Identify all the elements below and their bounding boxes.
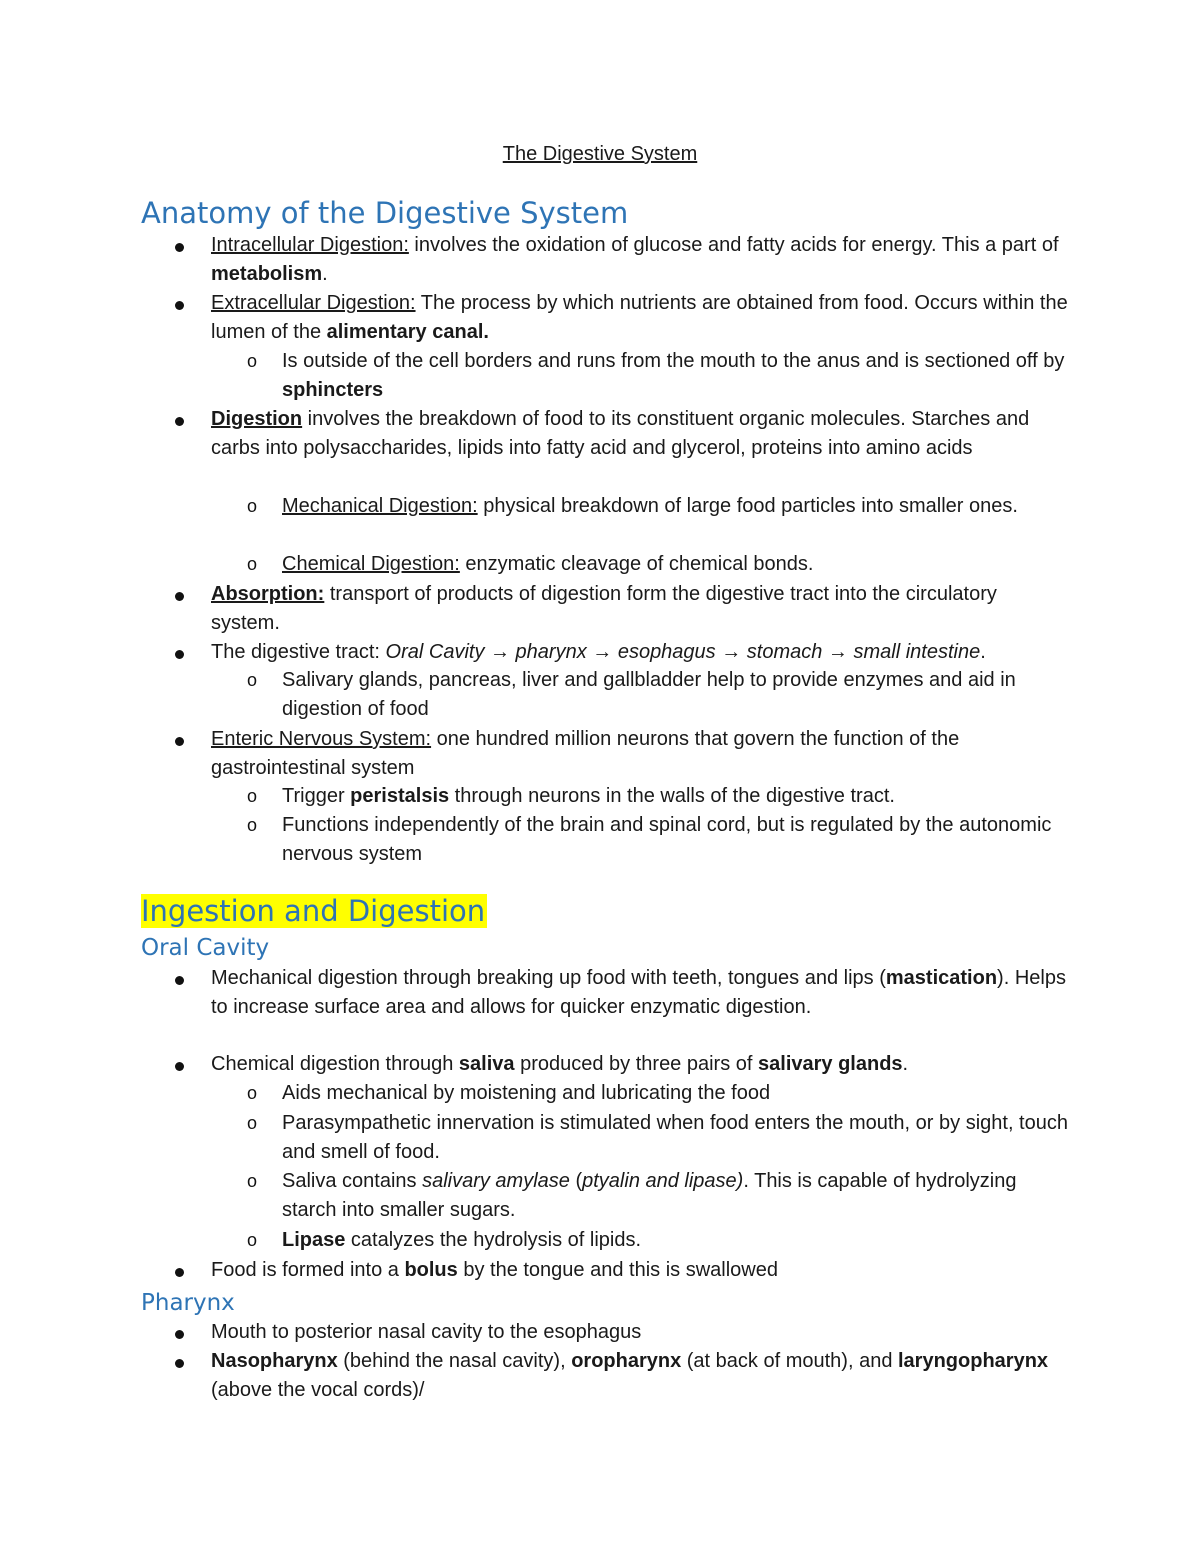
heading-pharynx: Pharynx <box>141 1290 235 1316</box>
circle-bullet: o <box>247 1230 258 1250</box>
sub-item-peristalsis: Trigger peristalsis through neurons in the walls of the digestive tract. <box>282 785 895 807</box>
sub-item-mechanical: Mechanical Digestion: physical breakdown of large food particles into smaller ones. <box>282 495 1018 517</box>
sub-item-lipase: Lipase catalyzes the hydrolysis of lipids. <box>282 1229 642 1251</box>
bullet <box>175 1330 184 1339</box>
circle-bullet: o <box>247 1113 258 1133</box>
sub-item-extracellular: Is outside of the cell borders and runs from the mouth to the anus and is sectioned off by sphincters <box>282 350 1065 401</box>
sub-item-amylase: Saliva contains salivary amylase (ptyalin and lipase). This is capable of hydrolyzing starch into smaller sugars. <box>282 1170 1017 1221</box>
list-item-intracellular: Intracellular Digestion: involves the oxidation of glucose and fatty acids for energy. This a part of metabolism. <box>211 234 1059 285</box>
bullet <box>175 243 184 252</box>
sub-item-moistening: Aids mechanical by moistening and lubricating the food <box>282 1082 771 1104</box>
list-item-enteric: Enteric Nervous System: one hundred million neurons that govern the function of the gastrointestinal system <box>211 728 960 779</box>
bullet <box>175 301 184 310</box>
term: Enteric Nervous System: <box>211 728 432 750</box>
list-item-mechanical-oral: Mechanical digestion through breaking up food with teeth, tongues and lips (mastication). Helps to increase surface area and allows for quicker enzymatic digestion. <box>211 967 1066 1018</box>
heading-anatomy: Anatomy of the Digestive System <box>141 196 629 230</box>
term: Intracellular Digestion: <box>211 234 409 256</box>
circle-bullet: o <box>247 1083 258 1103</box>
bullet <box>175 1359 184 1368</box>
bullet <box>175 737 184 746</box>
term: Extracellular Digestion: <box>211 292 416 314</box>
term: Mechanical Digestion: <box>282 495 478 517</box>
bullet <box>175 1268 184 1277</box>
heading-ingestion: Ingestion and Digestion <box>141 894 486 928</box>
term: Digestion <box>211 408 303 430</box>
heading-oral-cavity: Oral Cavity <box>141 935 270 961</box>
list-item-pharynx-parts: Nasopharynx (behind the nasal cavity), oropharynx (at back of mouth), and laryngopharynx (above the vocal cords)/ <box>211 1350 1049 1401</box>
circle-bullet: o <box>247 815 258 835</box>
bullet <box>175 1062 184 1071</box>
circle-bullet: o <box>247 554 258 574</box>
circle-bullet: o <box>247 1171 258 1191</box>
list-item-pharynx-path: Mouth to posterior nasal cavity to the esophagus <box>211 1321 642 1343</box>
bullet <box>175 417 184 426</box>
sub-item-independent: Functions independently of the brain and spinal cord, but is regulated by the autonomic nervous system <box>282 814 1052 865</box>
bullet <box>175 650 184 659</box>
term: Absorption: <box>211 583 325 605</box>
list-item-absorption: Absorption: transport of products of digestion form the digestive tract into the circulatory system. <box>211 583 997 634</box>
circle-bullet: o <box>247 351 258 371</box>
sub-item-chemical: Chemical Digestion: enzymatic cleavage of chemical bonds. <box>282 553 814 575</box>
list-item-digestion: Digestion involves the breakdown of food to its constituent organic molecules. Starches and carbs into polysaccharides, lipids into fatty acid and glycerol, proteins into amino acids <box>211 408 1030 459</box>
circle-bullet: o <box>247 496 258 516</box>
term: Chemical Digestion: <box>282 553 460 575</box>
circle-bullet: o <box>247 670 258 690</box>
list-item-bolus: Food is formed into a bolus by the tongue and this is swallowed <box>211 1259 778 1281</box>
list-item-chemical-oral: Chemical digestion through saliva produced by three pairs of salivary glands. <box>211 1053 909 1075</box>
bullet <box>175 592 184 601</box>
sub-item-parasympathetic: Parasympathetic innervation is stimulated when food enters the mouth, or by sight, touch and smell of food. <box>282 1112 1068 1163</box>
bullet <box>175 976 184 985</box>
circle-bullet: o <box>247 786 258 806</box>
list-item-extracellular: Extracellular Digestion: The process by which nutrients are obtained from food. Occurs within the lumen of the alimentary canal. <box>211 292 1068 343</box>
sub-item-glands: Salivary glands, pancreas, liver and gallbladder help to provide enzymes and aid in digestion of food <box>282 669 1016 720</box>
document-title: The Digestive System <box>502 143 698 165</box>
list-item-digestive-tract: The digestive tract: Oral Cavity → pharynx → esophagus → stomach → small intestine. <box>211 641 986 663</box>
